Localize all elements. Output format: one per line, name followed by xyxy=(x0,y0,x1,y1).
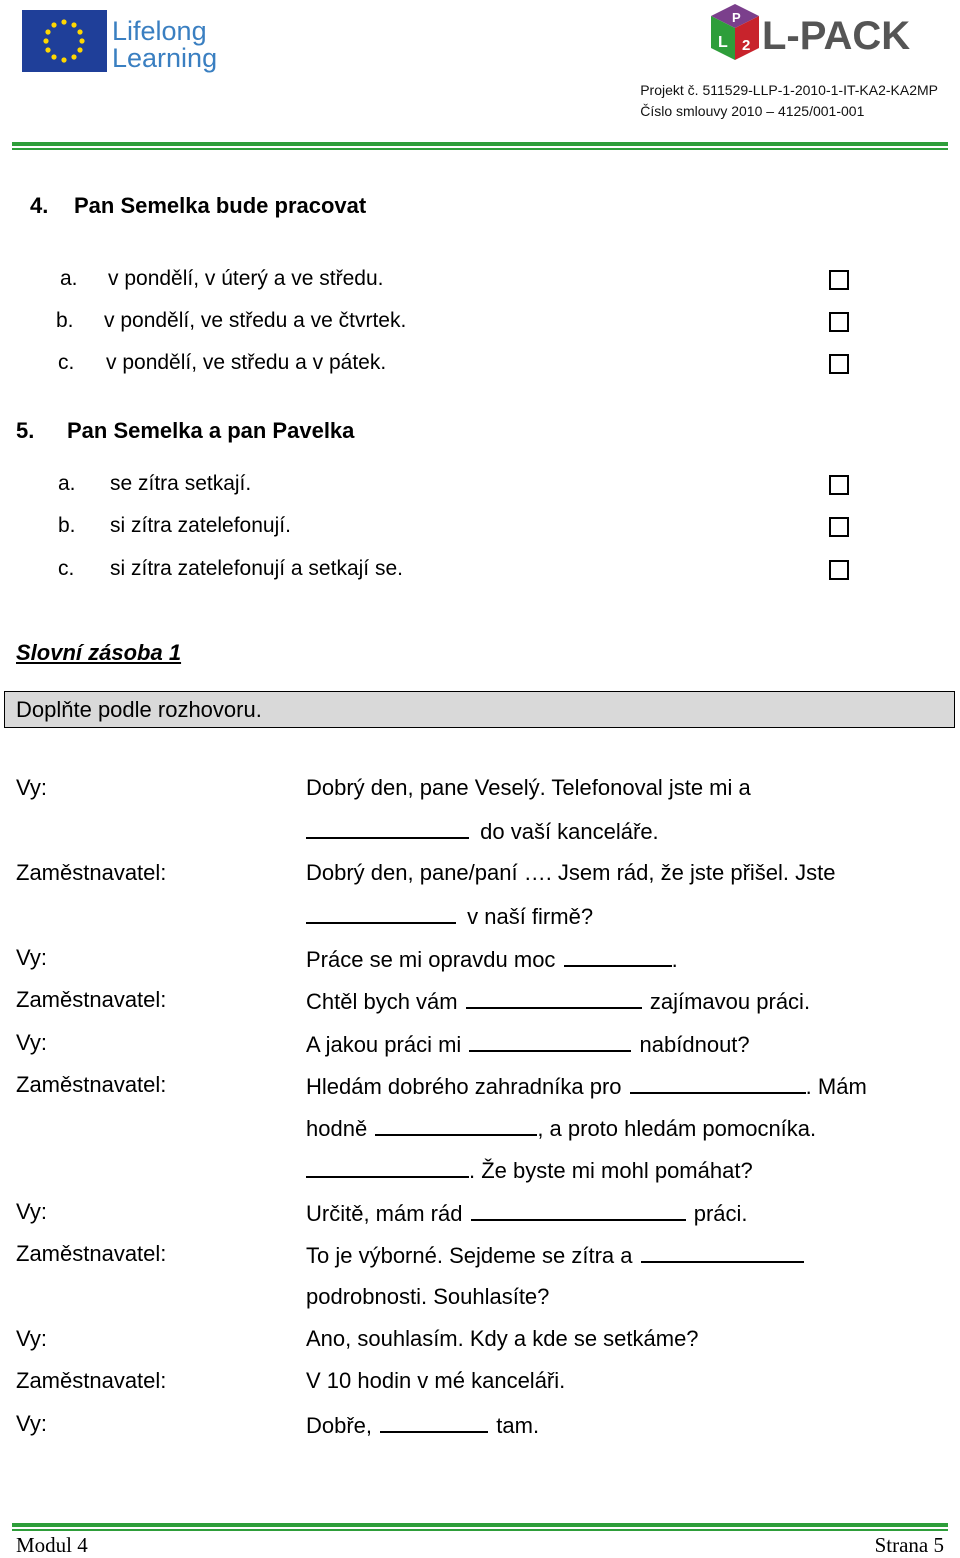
contract-number: Číslo smlouvy 2010 – 4125/001-001 xyxy=(640,103,865,119)
speaker-label: Vy: xyxy=(16,1411,47,1436)
speaker-label: Vy: xyxy=(16,775,47,800)
dialogue-line: V 10 hodin v mé kanceláři. xyxy=(306,1368,566,1393)
cube-letter-l: L xyxy=(718,34,728,51)
dialogue-text: . Že byste mi mohl pomáhat? xyxy=(469,1158,753,1183)
dialogue-text: práci. xyxy=(693,1201,748,1226)
dialogue-line: Ano, souhlasím. Kdy a kde se setkáme? xyxy=(306,1326,699,1351)
dialogue-line: Dobrý den, pane/paní …. Jsem rád, že jste přišel. Jste xyxy=(306,860,836,885)
fill-in-blank[interactable] xyxy=(375,1114,537,1136)
fill-in-blank[interactable] xyxy=(641,1241,804,1263)
question-4-number: 4. xyxy=(30,193,49,218)
lifelong-learning-logo-text xyxy=(112,18,217,72)
dialogue-line xyxy=(306,817,659,845)
lpack-cube-icon xyxy=(705,2,765,68)
fill-in-blank[interactable] xyxy=(471,1199,686,1221)
q4-option-b-letter: b. xyxy=(56,309,74,332)
dialogue-text: do vaší kanceláře. xyxy=(480,819,659,844)
footer-divider xyxy=(12,1523,948,1527)
speaker-label: Zaměstnavatel: xyxy=(16,1368,167,1393)
project-number: Projekt č. 511529-LLP-1-2010-1-IT-KA2-KA2MP xyxy=(640,82,938,98)
speaker-label: Zaměstnavatel: xyxy=(16,860,167,885)
logo-line-1: Lifelong xyxy=(112,16,207,46)
question-5-number: 5. xyxy=(16,418,35,443)
q5-option-a-checkbox[interactable] xyxy=(829,475,849,495)
dialogue-line xyxy=(306,987,810,1015)
dialogue-text: Určitě, mám rád xyxy=(306,1201,463,1226)
fill-in-blank[interactable] xyxy=(306,902,456,924)
footer-module: Modul 4 xyxy=(16,1533,88,1557)
q5-option-c-letter: c. xyxy=(58,557,75,580)
speaker-label: Zaměstnavatel: xyxy=(16,987,167,1012)
dialogue-line: Dobrý den, pane Veselý. Telefonoval jste mi a xyxy=(306,775,751,800)
header-divider-thin xyxy=(12,148,948,150)
fill-in-blank[interactable] xyxy=(564,945,672,967)
speaker-label: Zaměstnavatel: xyxy=(16,1072,167,1097)
dialogue-text: nabídnout? xyxy=(639,1032,750,1057)
speaker-label: Vy: xyxy=(16,1326,47,1351)
dialogue-text: . xyxy=(671,947,678,972)
header-divider xyxy=(12,142,948,146)
dialogue-line: podrobnosti. Souhlasíte? xyxy=(306,1284,550,1309)
q5-option-c-text: si zítra zatelefonují a setkají se. xyxy=(110,557,403,580)
project-info xyxy=(640,80,938,122)
speaker-label: Vy: xyxy=(16,945,47,970)
speaker-label: Zaměstnavatel: xyxy=(16,1241,167,1266)
q4-option-a-text: v pondělí, v úterý a ve středu. xyxy=(108,267,384,290)
footer-divider-thin xyxy=(12,1529,948,1531)
fill-in-blank[interactable] xyxy=(306,817,469,839)
dialogue-line xyxy=(306,1030,750,1058)
logo-line-2: Learning xyxy=(112,43,218,73)
dialogue-line xyxy=(306,945,678,973)
fill-in-blank[interactable] xyxy=(306,1156,469,1178)
dialogue-text: A jakou práci mi xyxy=(306,1032,462,1057)
q5-option-b-text: si zítra zatelefonují. xyxy=(110,514,291,537)
eu-flag-logo xyxy=(22,10,107,72)
q5-option-b-letter: b. xyxy=(58,514,76,537)
footer-page-number: Strana 5 xyxy=(874,1533,944,1557)
question-5-title: Pan Semelka a pan Pavelka xyxy=(67,418,355,443)
dialogue-line xyxy=(306,1072,867,1100)
q4-option-a-letter: a. xyxy=(60,267,78,290)
q4-option-c-letter: c. xyxy=(58,351,75,374)
dialogue-text: , a proto hledám pomocníka. xyxy=(537,1116,817,1141)
q5-option-a-letter: a. xyxy=(58,472,76,495)
dialogue-text: To je výborné. Sejdeme se zítra a xyxy=(306,1243,633,1268)
q4-option-b-checkbox[interactable] xyxy=(829,312,849,332)
speaker-label: Vy: xyxy=(16,1030,47,1055)
dialogue-line xyxy=(306,1114,816,1142)
dialogue-line xyxy=(306,902,593,930)
instruction-text: Doplňte podle rozhovoru. xyxy=(16,697,262,722)
fill-in-blank[interactable] xyxy=(466,987,642,1009)
q5-option-b-checkbox[interactable] xyxy=(829,517,849,537)
vocabulary-heading: Slovní zásoba 1 xyxy=(16,640,182,665)
dialogue-text: . Mám xyxy=(805,1074,867,1099)
dialogue-text: hodně xyxy=(306,1116,368,1141)
dialogue-text: Dobře, xyxy=(306,1413,373,1438)
lpack-logo-text: L-PACK xyxy=(762,14,911,58)
dialogue-text: Práce se mi opravdu moc xyxy=(306,947,556,972)
q5-option-c-checkbox[interactable] xyxy=(829,560,849,580)
q4-option-c-text: v pondělí, ve středu a v pátek. xyxy=(106,351,387,374)
q5-option-a-text: se zítra setkají. xyxy=(110,472,252,495)
dialogue-text: tam. xyxy=(496,1413,540,1438)
fill-in-blank[interactable] xyxy=(630,1072,806,1094)
dialogue-text: v naší firmě? xyxy=(467,904,594,929)
q4-option-b-text: v pondělí, ve středu a ve čtvrtek. xyxy=(104,309,407,332)
fill-in-blank[interactable] xyxy=(380,1411,488,1433)
q4-option-c-checkbox[interactable] xyxy=(829,354,849,374)
question-4-title: Pan Semelka bude pracovat xyxy=(74,193,367,218)
dialogue-line xyxy=(306,1411,539,1439)
dialogue-text: zajímavou práci. xyxy=(649,989,811,1014)
cube-letter-2: 2 xyxy=(742,37,751,54)
cube-letter-p: P xyxy=(732,10,741,25)
speaker-label: Vy: xyxy=(16,1199,47,1224)
dialogue-text: Chtěl bych vám xyxy=(306,989,458,1014)
q4-option-a-checkbox[interactable] xyxy=(829,270,849,290)
dialogue-line xyxy=(306,1241,804,1269)
dialogue-line xyxy=(306,1156,753,1184)
dialogue-line xyxy=(306,1199,748,1227)
fill-in-blank[interactable] xyxy=(469,1030,631,1052)
dialogue-text: Hledám dobrého zahradníka pro xyxy=(306,1074,622,1099)
